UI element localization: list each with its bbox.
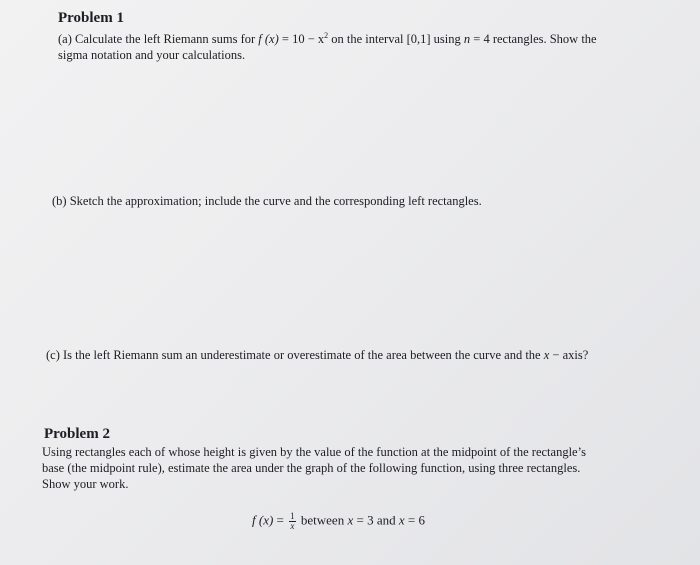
- n-variable: n: [463, 32, 471, 47]
- function-rhs: = 10 − x: [278, 32, 325, 47]
- problem-2-text: [42, 444, 682, 492]
- problem-1-part-c: (c) Is the left Riemann sum an underestimate or overestimate of the area between the curve and the x − axis?: [46, 348, 589, 362]
- problem-1-part-b: (b) Sketch the approximation; include the curve and the corresponding left rectangles.: [52, 194, 482, 208]
- problem-2-formula: f (x) = $\frac{1}{x}$ between x = 3 and x = 6: [252, 511, 425, 531]
- problem-1-title: Problem 1: [58, 10, 124, 26]
- problem-2-line-1: Using rectangles each of whose height is given by the value of the function at the midpoint of the rectangle’s: [42, 445, 586, 459]
- part-a-line-1: (a) Calculate the left Riemann sums for f $(x) = 10 - x^2$ on the interval [0,1] using n = 4 rectangles. Show the: [58, 31, 597, 47]
- problem-2-title: Problem 2: [44, 426, 110, 442]
- function-exponent: 2: [324, 31, 329, 40]
- x-axis-variable: x: [543, 348, 550, 362]
- problem-1-part-a: [58, 28, 658, 63]
- part-a-line-2: sigma notation and your calculations.: [58, 48, 246, 63]
- problem-2-line-3: Show your work.: [42, 477, 129, 491]
- function-lhs: f (x): [258, 32, 279, 47]
- problem-2-line-2: base (the midpoint rule), estimate the area under the graph of the following function, using three rectangles.: [42, 461, 581, 475]
- fraction-one-over-x: $\frac{1}{x}$: [290, 511, 295, 531]
